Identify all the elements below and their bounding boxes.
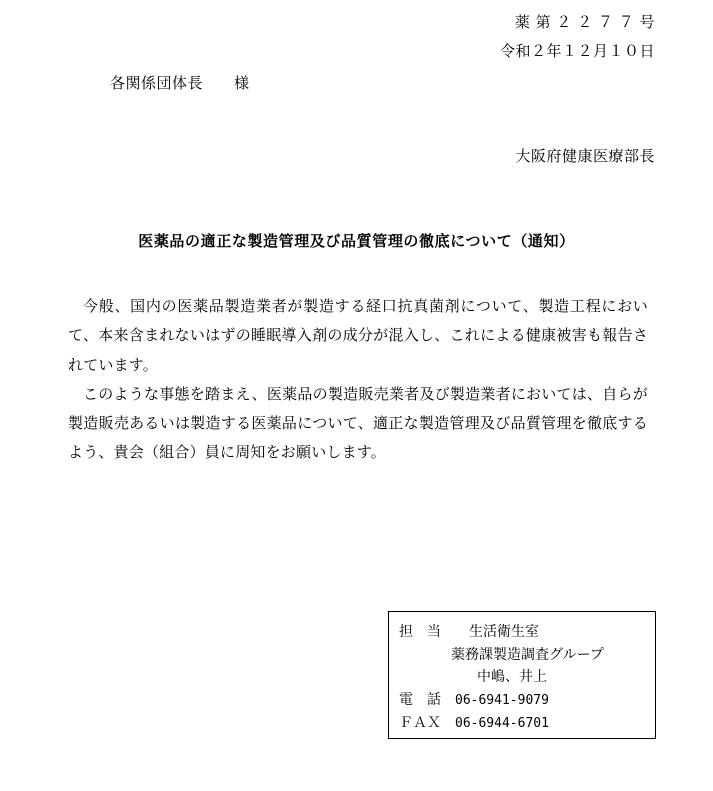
contact-group: 薬務課製造調査グループ — [451, 646, 604, 663]
contact-fax — [389, 712, 655, 735]
body-text — [68, 292, 648, 468]
page-title: 医薬品の適正な製造管理及び品質管理の徹底について（通知） — [138, 232, 575, 250]
contact-fax-value: 06-6944-6701 — [455, 715, 549, 731]
contact-fax-label: ＦＡＸ — [399, 714, 441, 731]
issuer: 大阪府健康医療部長 — [515, 147, 655, 165]
contact-box — [388, 611, 656, 739]
document-number: 薬 第 ２ ２ ７ ７ 号 — [514, 13, 655, 31]
body-paragraph: 今般、国内の医薬品製造業者が製造する経口抗真菌剤について、製造工程において、本来含まれないはずの睡眠導入剤の成分が混入し、これによる健康被害も報告されています。 — [68, 297, 648, 374]
contact-department: 担 当 生活衛生室 — [399, 624, 539, 640]
document-date: 令和２年１２月１０日 — [499, 41, 655, 60]
contact-phone — [389, 689, 655, 712]
body-paragraph: このような事態を踏まえ、医薬品の製造販売業者及び製造業者においては、自らが製造販売あるいは製造する医薬品について、適正な製造管理及び品質管理を徹底するよう、貴会（組合）員に周知をお願いします。 — [68, 384, 648, 462]
document-header — [500, 8, 655, 65]
contact-phone-value: 06-6941-9079 — [455, 693, 549, 709]
addressee: 各関係団体長 様 — [110, 74, 250, 92]
contact-persons: 中嶋、井上 — [477, 669, 547, 686]
contact-phone-label: 電 話 — [399, 692, 441, 709]
